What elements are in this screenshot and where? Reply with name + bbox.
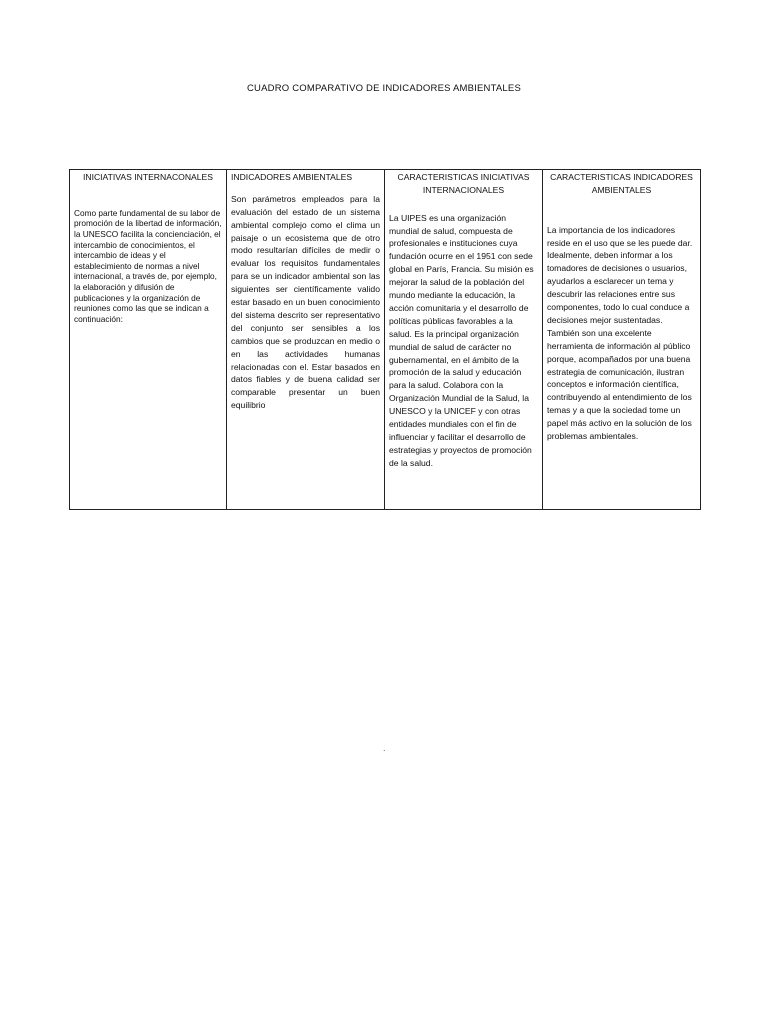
column-header: CARACTERISTICAS INDICADORES AMBIENTALES [550, 172, 693, 195]
cell-text: Como parte fundamental de su labor de promoción de la libertad de información, la UNESCO facilita la concienciación, el intercambio de conocimientos, el intercambio de ideas y el establecimiento de normas a nivel internacional, a través de, por ejemplo, la elaboración y difusión de publicaciones y la organización de reuniones como las que se indican a continuación: [74, 207, 222, 324]
document-title: CUADRO COMPARATIVO DE INDICADORES AMBIENTALES [247, 83, 521, 94]
cell-text: La importancia de los indicadores reside en el uso que se les puede dar. Idealmente, deben informar a los tomadores de decisiones o usuarios, ayudarlos a esclarecer un tema y descubrir las relaciones entre sus componentes, todo lo cual conduce a decisiones mejor sustentadas. También son una excelente herramienta de información al público porque, acompañados por una buena estrategia de comunicación, ilustran conceptos e información científica, contribuyendo al entendimiento de los temas y a que la sociedad tome un papel más activo en la solución de los problemas ambientales. [547, 224, 693, 442]
column-header: INICIATIVAS INTERNACONALES [82, 172, 214, 182]
cell-text: Son parámetros empleados para la evaluación del estado de un sistema ambiental complejo como el clima un paisaje o un ecosistema que de otro modo resultarían difíciles de medir o evaluar los requisitos fundamentales para se un indicador ambiental son las siguientes ser científicamente valido estar basado en un buen conocimiento del sistema descrito ser representativo del conjunto ser sensibles a los cambios que se produzcan en medio o en las actividades humanas relacionadas con el. Estar basados en datos fiables y de buena calidad ser comparable presentar un buen equilibrio [231, 193, 380, 411]
table-cell-iniciativas [70, 170, 227, 510]
cell-text: La UIPES es una organización mundial de salud, compuesta de profesionales e instituciones cuya fundación ocurre en el 1951 con sede global en París, Francia. Su misión es mejorar la salud de la población del mundo mediante la educación, la acción comunitaria y el desarrollo de políticas públicas favorables a la salud. Es la principal organización mundial de salud de carácter no gubernamental, en el ámbito de la promoción de la salud y educación para la salud. Colabora con la Organización Mundial de la Salud, la UNESCO y la UNICEF y con otras entidades mundiales con el fin de influenciar y facilitar el desarrollo de estrategias y proyectos de promoción de la salud. [389, 212, 534, 468]
footer-mark: . [383, 743, 386, 753]
comparison-table [69, 169, 701, 510]
column-header: CARACTERISTICAS INICIATIVAS INTERNACIONALES [397, 172, 530, 195]
table-cell-caracteristicas-indicadores [543, 170, 701, 510]
table-cell-caracteristicas-iniciativas [385, 170, 543, 510]
table-cell-indicadores [227, 170, 385, 510]
table-row [70, 170, 701, 510]
column-header: INDICADORES AMBIENTALES [231, 172, 353, 182]
